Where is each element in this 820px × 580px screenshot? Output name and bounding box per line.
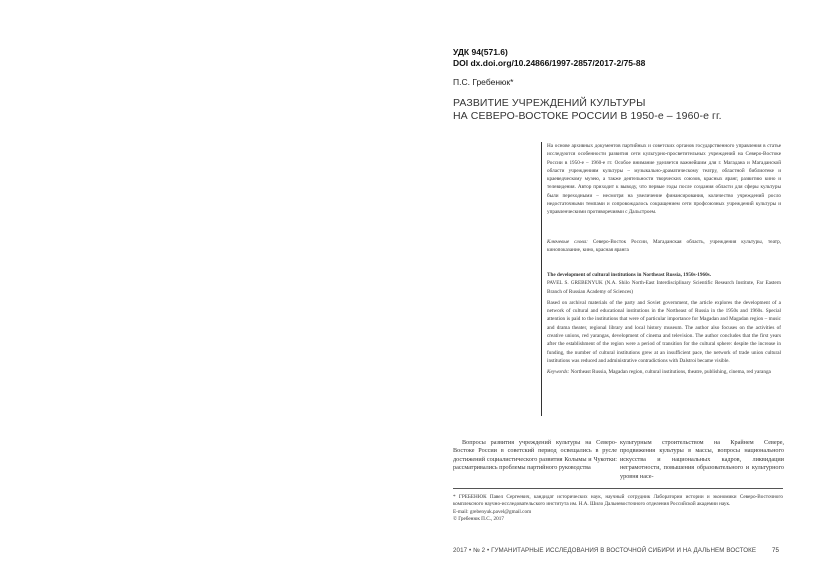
abstract-en-title: The development of cultural institutions in Northeast Russia, 1950s-1960s. [547,272,711,278]
article-title-line1: РАЗВИТИЕ УЧРЕЖДЕНИЙ КУЛЬТУРЫ [453,97,646,109]
body-column-right: культурным строительством на Крайнем Севере, продвижения культуры в массы, вопросы национального искусства и национальных кадров, ликвидации неграмотности, повышения образовательного и культурного уровня насе- [620,439,784,480]
body-column-left: Вопросы развития учреждений культуры на Северо-Востоке России в советский период освещались в русле достижений социалистического развития Колымы и Чукотки: рассматривались проблемы партийного руководства [453,439,617,472]
abstract-en-author: PAVEL S. GREBENYUK (N.A. Shilo North-East Interdisciplinary Scientific Research Institute, Far Eastern Branch of Russian Academy of Sciences) [547,280,781,295]
footnote-copyright: © Гребенюк П.С., 2017 [453,516,504,523]
footnote [453,494,783,524]
udk-code: УДК 94(571.6) [453,47,508,57]
abstract-english [547,271,781,377]
journal-footer: 2017 • № 2 • ГУМАНИТАРНЫЕ ИССЛЕДОВАНИЯ В ВОСТОЧНОЙ СИБИРИ И НА ДАЛЬНЕМ ВОСТОКЕ [453,547,757,554]
keywords-en-label: Keywords: [547,369,570,376]
page-number: 75 [772,547,779,554]
footnote-email[interactable]: E-mail: grebenyuk.pavel@gmail.com [453,508,532,515]
footnote-divider [453,488,783,489]
footnote-author-info: * ГРЕБЕНЮК Павел Сергеевич, кандидат исторических наук, научный сотрудник Лаборатории истории и экономики Северо-Восточного комплексного научно-исследовательского института им. Н.А. Шило Дальневосточного отделения Российской академии наук. [453,494,783,508]
keywords-ru-text: Северо-Восток России, Магаданская область, учреждения культуры, театр, кинопоказание, кино, красная яранга [547,239,781,254]
author-name: П.С. Гребенюк* [453,77,514,87]
keywords-en-text: Northeast Russia, Magadan region, cultural institutions, theatre, publishing, cinema, red yaranga [570,369,771,376]
keywords-ru-label: Ключевые слова: [547,239,588,245]
abstract-russian: На основе архивных документов партийных и советских органов государственного управления в статье исследуются особенности развития сети культурно-просветительных учреждений на Северо-Востоке России в 1950-е – 1960-е гг. Особое внимание уделяется важнейшим для г. Магадана и Магаданской области учреждениям культуры – музыкально-драматическому театру, областной библиотеке и краеведческому музею, а также деятельности творческих союзов, красных яранг, развитию кино и телевидения. Автор приходит к выводу, что первые годы после создания области для сферы культуры были переходными – несмотря на увеличение финансирования, количество учреждений росло недостаточными темпами и сопровождалось сокращением сети профсоюзных учреждений культуры и управленческими противоречиями с Дальстроем. [547,143,781,216]
abstract-en-text: Based on archival materials of the party and Soviet government, the article explores the development of a network of cultural and educational institutions in the Northeast of Russia in the 1950s and 1960s. Special attention is paid to the institutions that were of particular importance for Magadan and Magadan region – music and drama theater, regional library and local history museum. The author also focuses on the activities of creative unions, red yarangas, development of cinema and television. The author concludes that the first years after the establishment of the region were a period of transition for the cultural sphere: despite the increase in funding, the number of cultural institutions grew at an insufficient pace, the network of trade union cultural institutions was reduced and administrative contradictions with Dalstroi became visible. [547,299,781,364]
doi-link[interactable]: DOI dx.doi.org/10.24866/1997-2857/2017-2/75-88 [453,58,646,68]
abstract-vertical-rule [541,142,542,416]
keywords-english [547,368,781,376]
article-title-line2: НА СЕВЕРО-ВОСТОКЕ РОССИИ В 1950-е – 1960-е гг. [453,110,722,122]
keywords-russian [547,238,781,255]
